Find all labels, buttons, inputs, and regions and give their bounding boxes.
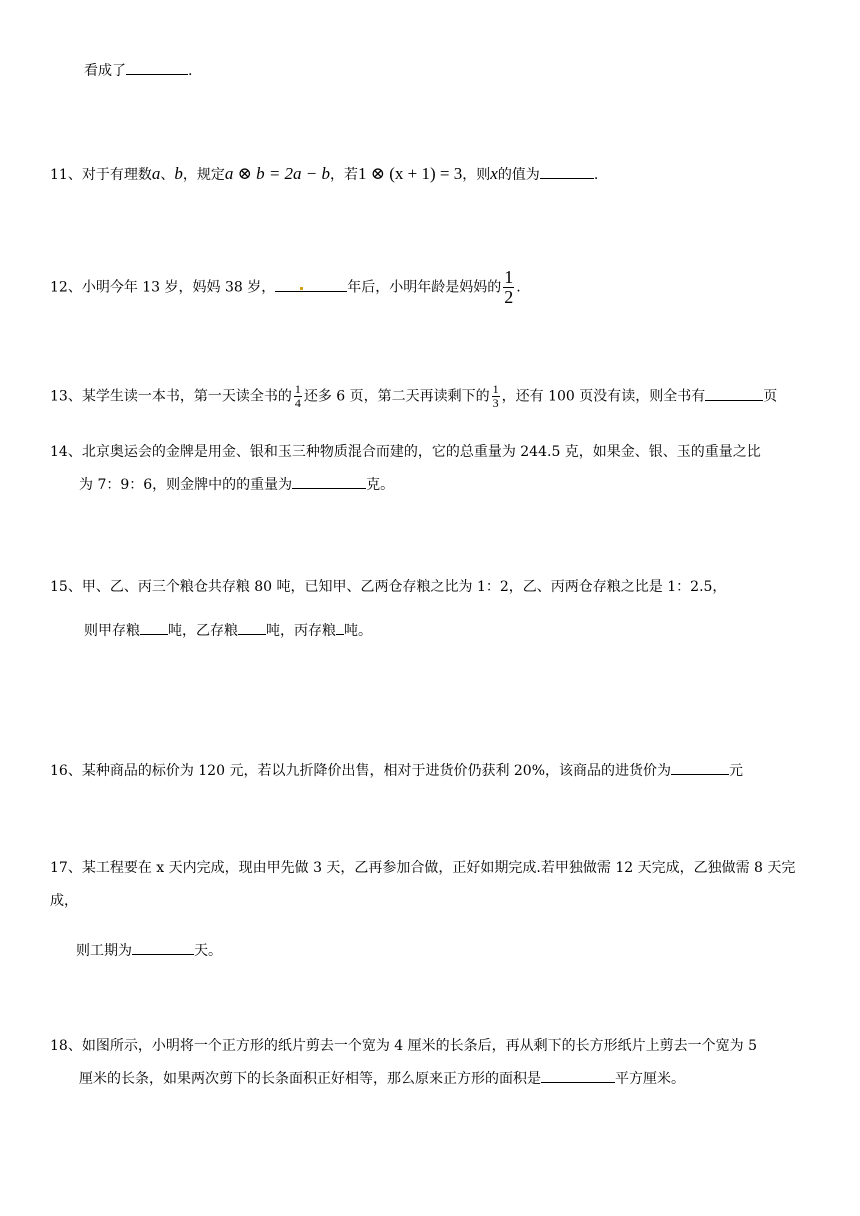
fraction-one-third: $\frac{1}{3}$ (492, 382, 499, 410)
question-number: 16、 (50, 763, 82, 779)
q13-text-3: ，还有 100 页没有读，则全书有 (501, 388, 706, 405)
answer-blank[interactable] (126, 60, 188, 75)
q11-text-5: 的值为 (497, 167, 540, 183)
q13-text-2: 还多 6 页，第二天再读剩下的 (303, 388, 490, 405)
question-17 (50, 858, 795, 878)
q11-text-1: 对于有理数 (81, 167, 152, 183)
question-18 (50, 1036, 757, 1056)
answer-blank[interactable] (705, 386, 763, 401)
question-15 (50, 577, 726, 597)
q11-definition: a ⊗ b = 2a − b (224, 164, 331, 183)
q17-text-b: 天。 (194, 943, 222, 959)
q11-end: . (593, 167, 599, 183)
q11-var-a: a (151, 164, 161, 183)
question-17-line-2 (50, 891, 78, 911)
answer-blank[interactable] (275, 277, 347, 292)
question-number: 11、 (50, 167, 82, 183)
answer-blank[interactable] (238, 620, 266, 635)
q17-line-2: 成， (50, 893, 78, 909)
question-number: 13、 (50, 388, 82, 405)
q12-end: . (516, 279, 521, 296)
q11-text-4: ，则 (462, 167, 491, 183)
answer-blank[interactable] (292, 474, 366, 489)
question-17-line-3 (76, 940, 222, 961)
q11-sep: 、 (160, 167, 175, 183)
q11-text-2: ，规定 (182, 167, 225, 183)
question-number: 14、 (50, 444, 82, 460)
answer-blank[interactable] (336, 620, 344, 635)
answer-blank[interactable] (540, 164, 594, 179)
answer-blank[interactable] (140, 620, 168, 635)
marker-dot (300, 287, 303, 290)
q14-line-2b: 克。 (366, 477, 395, 493)
q17-text-a: 则工期为 (76, 943, 132, 959)
q17-line-1: 某工程要在 x 天内完成，现由甲先做 3 天，乙再参加合做，正好如期完成.若甲独做需 12 天完成，乙独做需 8 天完 (81, 860, 796, 876)
question-16 (50, 760, 743, 781)
question-number: 17、 (50, 860, 82, 876)
q10-text: 看成了 (84, 63, 126, 79)
question-number: 15、 (50, 579, 82, 595)
fraction-one-quarter: $\frac{1}{4}$ (294, 382, 301, 410)
q11-var-b: b (174, 164, 183, 183)
q15-text-c: 吨，丙存粮 (266, 623, 336, 639)
q12-text-2: 年后，小明年龄是妈妈的 (347, 279, 502, 296)
q12-text-1: 小明今年 13 岁，妈妈 38 岁， (81, 279, 276, 296)
q14-line-2a: 为 7：9：6，则金牌中的的重量为 (79, 477, 293, 493)
fraction-one-half: $\frac{1}{2}$ (504, 267, 514, 307)
answer-blank[interactable] (132, 940, 194, 955)
question-14 (50, 442, 761, 462)
question-11 (50, 164, 598, 185)
q15-text-d: 吨。 (344, 623, 372, 639)
q14-line-1: 北京奥运会的金牌是用金、银和玉三种物质混合而建的，它的总重量为 244.5 克，如果金、银、玉的重量之比 (81, 444, 761, 460)
question-14-line-2 (79, 474, 394, 495)
q15-text-a: 则甲存粮 (84, 623, 140, 639)
q18-text-b: 平方厘米。 (615, 1071, 685, 1087)
q10-tail (84, 60, 192, 81)
question-12 (50, 268, 521, 307)
question-18-line-2 (79, 1068, 685, 1089)
q18-line-1: 如图所示，小明将一个正方形的纸片剪去一个宽为 4 厘米的长条后，再从剩下的长方形纸片上剪去一个宽为 5 (81, 1038, 757, 1054)
question-15-line-2 (84, 620, 372, 641)
q13-text-4: 页 (763, 388, 778, 405)
q18-text-a: 厘米的长条，如果两次剪下的长条面积正好相等，那么原来正方形的面积是 (79, 1071, 541, 1087)
answer-blank[interactable] (541, 1068, 615, 1083)
question-number: 18、 (50, 1038, 82, 1054)
q16-text-2: 元 (729, 763, 744, 779)
question-number: 12、 (50, 279, 82, 296)
question-13 (50, 383, 777, 410)
q11-condition: 1 ⊗ (x + 1) = 3 (358, 164, 463, 183)
q16-text-1: 某种商品的标价为 120 元，若以九折降价出售，相对于进货价仍获利 20%，该商品的进货价为 (81, 763, 672, 779)
q13-text-1: 某学生读一本书，第一天读全书的 (81, 388, 292, 405)
q11-text-3: ，若 (330, 167, 359, 183)
q15-line-1: 甲、乙、丙三个粮仓共存粮 80 吨，已知甲、乙两仓存粮之比为 1：2，乙、丙两仓存粮之比是 1：2.5， (81, 579, 727, 595)
q11-var-x: x (490, 164, 498, 183)
q10-end: . (188, 63, 193, 79)
answer-blank[interactable] (671, 760, 729, 775)
q15-text-b: 吨，乙存粮 (168, 623, 238, 639)
